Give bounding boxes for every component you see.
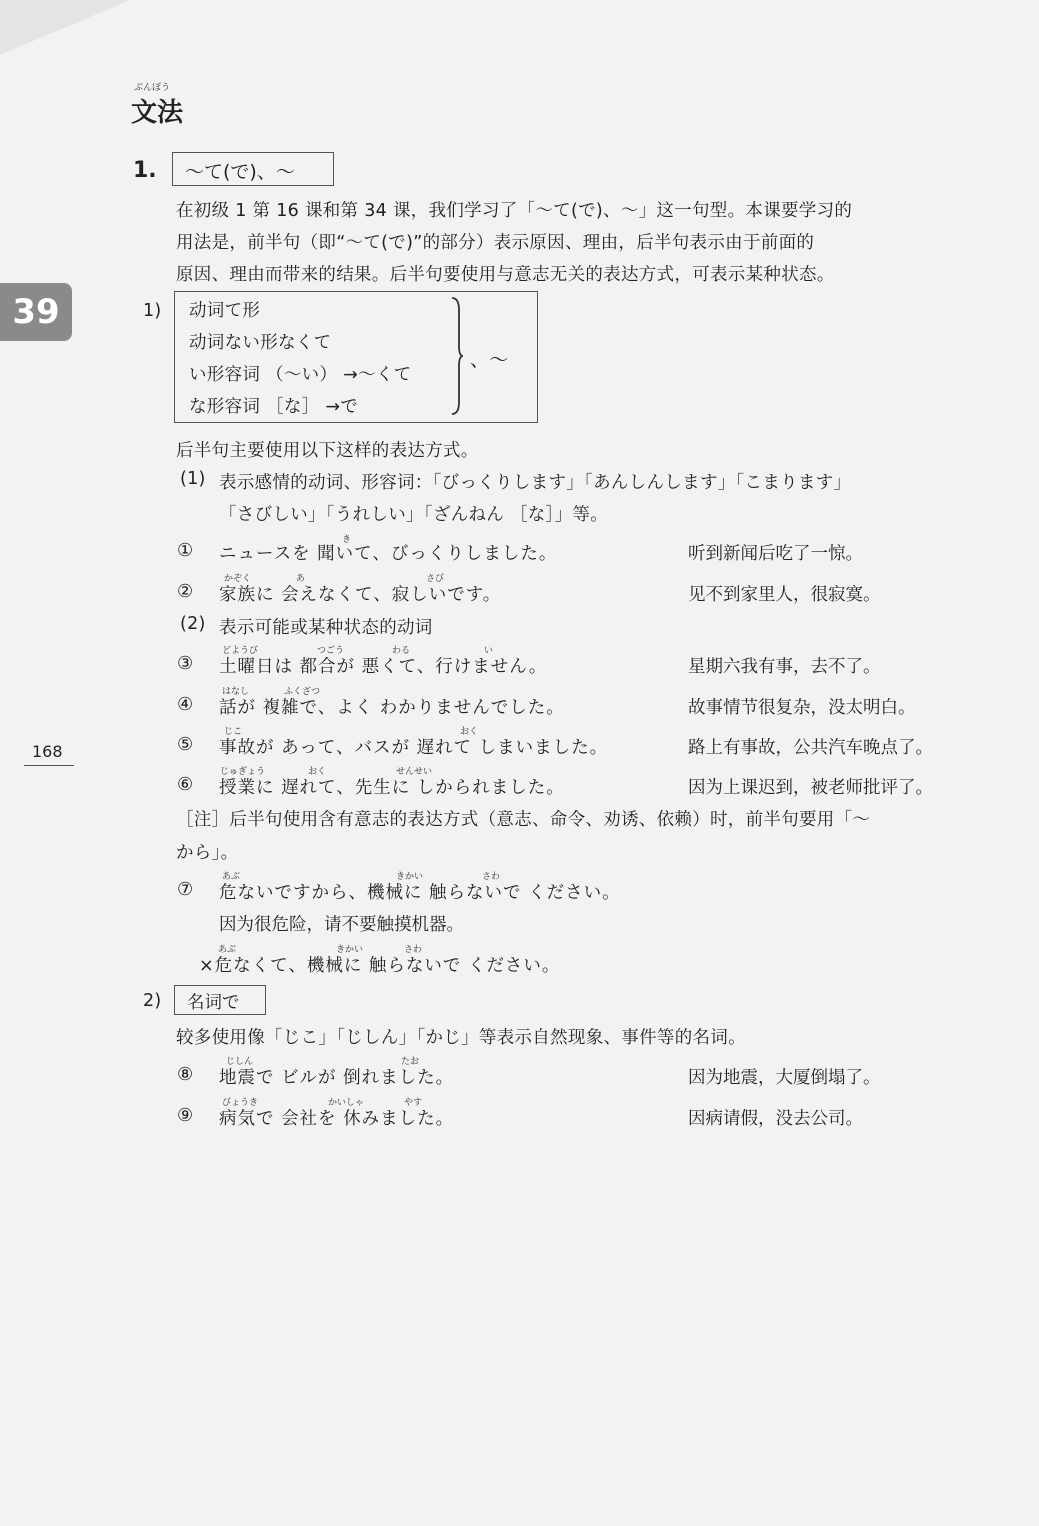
furigana: ふくざつ (284, 687, 321, 697)
form-na-adj: な形容词 ［な］ →で (189, 397, 359, 417)
forms-suffix: 、～ (470, 349, 509, 371)
example-number: ⑥ (177, 774, 194, 795)
furigana: おく (460, 727, 479, 737)
cat2-text: 表示可能或某种状态的动词 (219, 618, 433, 638)
furigana: かぞく (224, 574, 252, 584)
example-number: ⑧ (177, 1064, 194, 1085)
example-chinese: 因病请假，没去公司。 (688, 1109, 863, 1129)
sub2-label: 2) (143, 991, 162, 1011)
right-brace-icon (450, 296, 464, 416)
title-furigana: ぶんぽう (134, 83, 171, 93)
example-number: ③ (177, 653, 194, 674)
note-line-1: ［注］后半句使用含有意志的表达方式（意志、命令、劝诱、依赖）时，前半句要用「～ (176, 810, 871, 830)
furigana: どようび (222, 646, 259, 656)
latter-note: 后半句主要使用以下这样的表达方式。 (176, 441, 479, 461)
example-number: ⑤ (177, 734, 194, 755)
sub2-desc: 较多使用像「じこ」「じしん」「かじ」等表示自然现象、事件等的名词。 (176, 1028, 746, 1048)
example-chinese: 见不到家里人，很寂寞。 (688, 585, 881, 605)
form-i-adj: い形容词 （～い） →～くて (189, 365, 412, 385)
furigana: せんせい (396, 767, 433, 777)
cat1-text: 表示感情的动词、形容词：「びっくりします」「あんしんします」「こまります」 (219, 473, 852, 493)
furigana: い (484, 646, 494, 656)
example-number: ⑦ (177, 879, 194, 900)
wrong-example: ×危なくて、機械に 触らないで ください。 (199, 956, 561, 976)
example-japanese: 病気で 会社を 休みました。 (219, 1109, 455, 1129)
furigana: きかい (336, 945, 364, 955)
example-chinese: 因为上课迟到，被老师批评了。 (688, 778, 933, 798)
furigana: つごう (317, 646, 345, 656)
furigana: さび (426, 574, 445, 584)
furigana: きかい (396, 872, 424, 882)
example-number: ④ (177, 694, 194, 715)
furigana: あぶ (222, 872, 241, 882)
furigana: びょうき (222, 1098, 259, 1108)
furigana: おく (308, 767, 327, 777)
furigana: あぶ (218, 945, 237, 955)
intro-line-3: 原因、理由而带来的结果。后半句要使用与意志无关的表达方式，可表示某种状态。 (176, 265, 835, 285)
example-chinese: 路上有事故，公共汽车晚点了。 (688, 738, 933, 758)
cat2-label: (2) (180, 614, 206, 634)
example-chinese: 星期六我有事，去不了。 (688, 657, 881, 677)
example-chinese: 听到新闻后吃了一惊。 (688, 544, 863, 564)
furigana: やす (404, 1098, 423, 1108)
form-verb-te: 动词て形 (189, 301, 261, 321)
chapter-tab: 39 (0, 283, 72, 341)
example-number: ① (177, 540, 194, 561)
form-verb-nai: 动词ない形なくて (189, 333, 332, 353)
example-japanese: 危ないですから、機械に 触らないで ください。 (219, 883, 621, 903)
page-title: 文法 (131, 98, 184, 128)
furigana: さわ (404, 945, 423, 955)
cat1-text-2: 「さびしい」「うれしい」「ざんねん ［な］」等。 (219, 505, 609, 525)
furigana: さわ (482, 872, 501, 882)
section-pattern-box: ～て(で)、～ (172, 152, 334, 186)
section-number: 1. (133, 158, 157, 183)
example-chinese: 因为地震，大厦倒塌了。 (688, 1068, 881, 1088)
sub2-pattern-box: 名词で (174, 985, 266, 1015)
furigana: はなし (222, 687, 250, 697)
note-line-2: から」。 (176, 843, 239, 863)
furigana: き (342, 535, 352, 545)
intro-line-1: 在初级 1 第 16 课和第 34 课，我们学习了「～て(で)、～」这一句型。本课要学习的 (176, 201, 853, 221)
page-number: 168 (32, 742, 63, 761)
page-number-rule (24, 765, 74, 766)
furigana: あ (296, 574, 306, 584)
furigana: かいしゃ (328, 1098, 365, 1108)
furigana: わる (392, 646, 411, 656)
example-japanese: 授業に 遅れて、先生に しかられました。 (219, 778, 565, 798)
example-japanese: 土曜日は 都合が 悪くて、行けません。 (219, 657, 548, 677)
furigana: じこ (224, 727, 243, 737)
page-corner-shadow (0, 0, 130, 60)
furigana: じしん (226, 1057, 254, 1067)
sub1-label: 1) (143, 301, 162, 321)
example-japanese: 事故が あって、バスが 遅れて しまいました。 (219, 738, 609, 758)
example-japanese: ニュースを 聞いて、びっくりしました。 (219, 544, 558, 564)
intro-line-2: 用法是，前半句（即“～て(で)”的部分）表示原因、理由，后半句表示由于前面的 (176, 233, 815, 253)
example-japanese: 家族に 会えなくて、寂しいです。 (219, 585, 502, 605)
example-japanese: 地震で ビルが 倒れました。 (219, 1068, 455, 1088)
example-japanese: 話が 複雑で、よく わかりませんでした。 (219, 698, 565, 718)
example-chinese: 因为很危险，请不要触摸机器。 (219, 915, 464, 935)
furigana: たお (401, 1057, 420, 1067)
furigana: じゅぎょう (220, 767, 266, 777)
example-number: ② (177, 581, 194, 602)
example-number: ⑨ (177, 1105, 194, 1126)
example-chinese: 故事情节很复杂，没太明白。 (688, 698, 916, 718)
cat1-label: (1) (180, 469, 206, 489)
